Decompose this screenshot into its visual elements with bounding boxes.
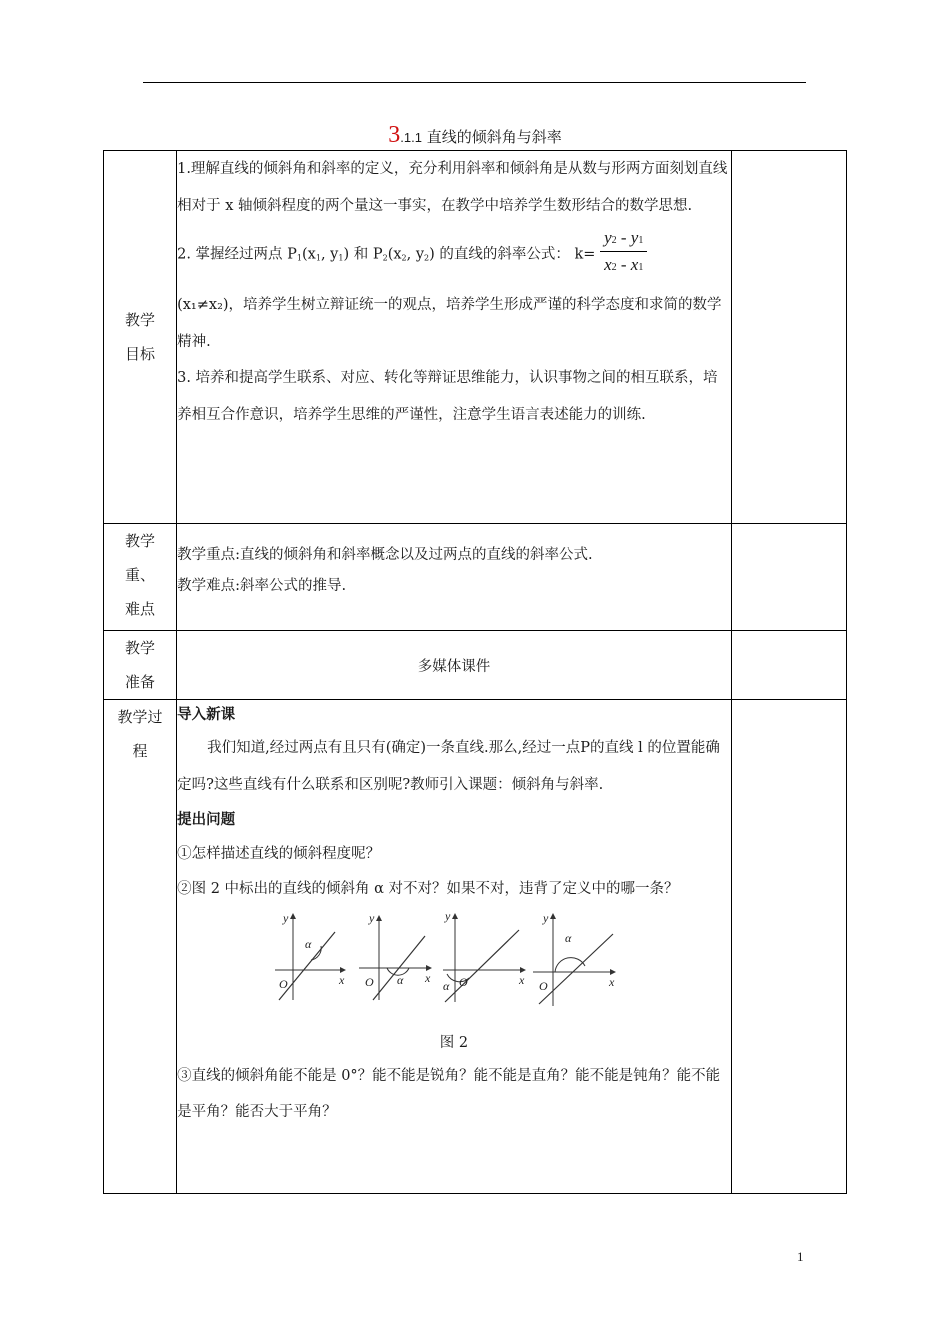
diagram-4-axis-y-label: y xyxy=(543,910,549,925)
question-heading: 提出问题 xyxy=(177,812,236,828)
page-title xyxy=(0,124,950,149)
diagram-1-axis-x-label: x xyxy=(339,972,345,987)
question-2: ②图 2 中标出的直线的倾斜角 α 对不对？如果不对，违背了定义中的哪一条？ xyxy=(177,881,679,897)
prep-row xyxy=(104,631,847,700)
prep-text: 多媒体课件 xyxy=(417,658,491,675)
question-3: ③直线的倾斜角能不能是 0°？能不能是锐角？能不能是直角？能不能是钝角？能不能是平角？能否大于平角？ xyxy=(177,1067,721,1120)
figure-2-diagrams xyxy=(177,908,717,1028)
diagram-2-axis-y-label: y xyxy=(369,910,375,925)
objectives-row xyxy=(104,151,847,524)
diagram-3-axis-x-label: x xyxy=(519,972,525,987)
objectives-content xyxy=(177,151,732,524)
process-content xyxy=(177,700,732,1194)
prep-content xyxy=(177,631,732,700)
key-difficulty: 教学难点:斜率公式的推导. xyxy=(177,578,347,594)
diagram-3-alpha-label: α xyxy=(443,978,450,993)
process-row xyxy=(104,700,847,1194)
prep-notes xyxy=(731,631,846,700)
objective-2: 2. 掌握经过两点 $P_1(x_1$, $y_1$) 和 $P_2(x_2$, $y_2$) 的直线的斜率公式： k= $\frac{y2 - y1}{x2 - x1}$ xyxy=(177,228,731,281)
diagram-2 xyxy=(359,911,431,1000)
keypoints-row xyxy=(104,524,847,631)
title-text: 直线的倾斜角与斜率 xyxy=(426,128,562,146)
diagram-4-origin-label: O xyxy=(539,978,548,993)
slope-formula: $\frac{y2 - y1}{x2 - x1}$ xyxy=(600,228,647,281)
diagram-1-origin-label: O xyxy=(279,976,288,991)
title-section: .1.1 xyxy=(400,130,422,145)
diagram-4-axis-x-label: x xyxy=(609,974,615,989)
intro-heading: 导入新课 xyxy=(177,707,236,723)
figure-2 xyxy=(177,908,731,1028)
diagram-2-origin-label: O xyxy=(365,974,374,989)
question-1: ①怎样描述直线的倾斜程度呢？ xyxy=(177,846,381,862)
keypoints-label: 教学 重、 难点 xyxy=(104,524,177,631)
diagram-1 xyxy=(275,911,345,1000)
diagram-1-alpha-label: α xyxy=(305,936,312,951)
diagram-3-axis-y-label: y xyxy=(445,908,451,923)
process-notes xyxy=(731,700,846,1194)
objective-2-condition: (x₁≠x₂)，培养学生树立辩证统一的观点，培养学生形成严谨的科学态度和求简的数学精神. xyxy=(177,297,722,350)
diagram-4 xyxy=(533,911,615,1006)
objectives-label: 教学 目标 xyxy=(104,151,177,524)
objectives-notes xyxy=(731,151,846,524)
diagram-3 xyxy=(443,909,525,1002)
keypoints-notes xyxy=(731,524,846,631)
diagram-3-origin-label: O xyxy=(459,974,468,989)
page-number: 1 xyxy=(797,1249,804,1264)
intro-text: 我们知道,经过两点有且只有(确定)一条直线.那么,经过一点P的直线 l 的位置能确定吗?这些直线有什么联系和区别呢?教师引入课题：倾斜角与斜率. xyxy=(177,740,720,793)
diagram-1-axis-y-label: y xyxy=(283,910,289,925)
objective-3: 3. 培养和提高学生联系、对应、转化等辩证思维能力，认识事物之间的相互联系，培养相互合作意识，培养学生思维的严谨性，注意学生语言表述能力的训练. xyxy=(177,370,718,423)
objective-1: 1.理解直线的倾斜角和斜率的定义，充分利用斜率和倾斜角是从数与形两方面刻划直线相对于 x 轴倾斜程度的两个量这一事实，在教学中培养学生数形结合的数学思想. xyxy=(177,161,728,214)
prep-label: 教学 准备 xyxy=(104,631,177,700)
diagram-2-alpha-label: α xyxy=(397,972,404,987)
process-label: 教学过 程 xyxy=(104,700,177,1194)
key-focus: 教学重点:直线的倾斜角和斜率概念以及过两点的直线的斜率公式. xyxy=(177,547,593,563)
title-number: 3 xyxy=(388,122,401,148)
figure-caption: 图 2 xyxy=(439,1034,469,1051)
lesson-plan-table xyxy=(103,150,847,1194)
keypoints-content xyxy=(177,524,732,631)
diagram-2-axis-x-label: x xyxy=(425,970,431,985)
diagram-4-alpha-label: α xyxy=(565,930,572,945)
header-rule xyxy=(143,82,806,83)
